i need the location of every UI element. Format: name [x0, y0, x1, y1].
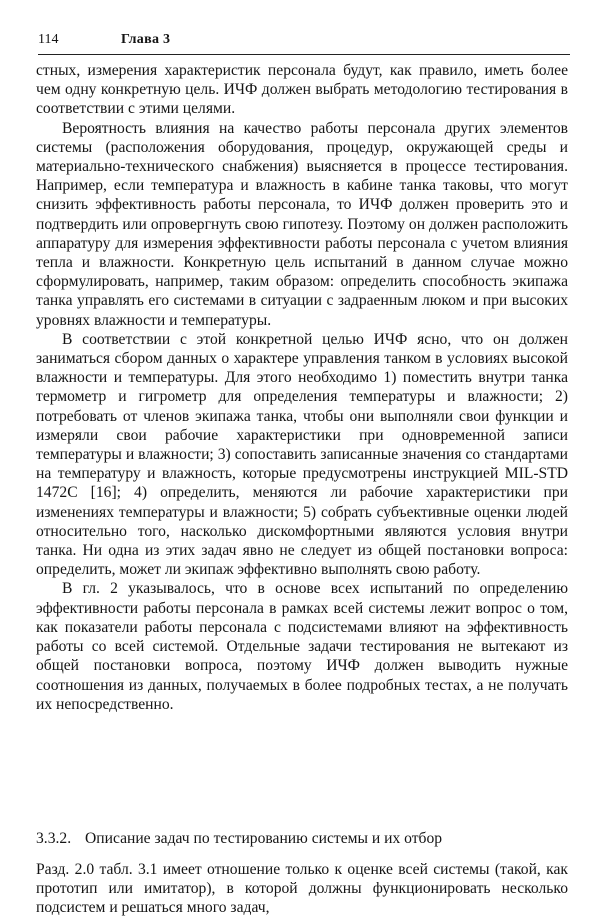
paragraph: В гл. 2 указывалось, что в основе всех испытаний по определению эффективности работы персонала в рамках всей системы лежит вопрос о том, как показатели работы персонала с подсистемами влияют на эффективность работы со всей системой. Отдельные задачи тестирования не вытекают из общей постановки вопроса, поэтому ИЧФ должен выводить нужные соотношения из данных, получаемых в более подробных тестах, а не получать их непосредственно.: [36, 580, 568, 713]
body-text: [36, 61, 568, 714]
paragraph: Разд. 2.0 табл. 3.1 имеет отношение только к оценке всей системы (такой, как прототип или имитатор), в которой должны функционировать несколько подсистем и решаться много задач,: [36, 861, 568, 917]
page-header: [38, 30, 568, 50]
section-title: Описание задач по тестированию системы и их отбор: [85, 830, 443, 847]
section-body: [36, 860, 568, 918]
section-heading: [36, 829, 568, 848]
header-rule: [38, 54, 570, 55]
paragraph: стных, измерения характеристик персонала будут, как правило, иметь более чем одну конкретную цель. ИЧФ должен выбрать методологию тестирования в соответствии с этими целями.: [36, 62, 568, 118]
paragraph: Вероятность влияния на качество работы персонала других элементов системы (расположения оборудования, процедур, окружающей среды и материально-технического снабжения) выясняется в процессе тестирования. Например, если температура и влажность в кабине танка таковы, что могут снизить эффективность работы персонала, то ИЧФ должен проверить это и подтвердить или опровергнуть свою гипотезу. Поэтому он должен расположить аппаратуру для измерения эффективности работы персонала с учетом влияния тепла и влажности. Конкретную цель испытаний в данном случае можно сформулировать, например, таким образом: определить способность экипажа танка управлять его системами в ситуации с задраенным люком и при высоких уровнях влажности и температуры.: [36, 119, 568, 329]
page-number: 114: [38, 32, 59, 47]
section-number: 3.3.2.: [36, 830, 72, 847]
paragraph: В соответствии с этой конкретной целью ИЧФ ясно, что он должен заниматься сбором данных о характере управления танком в условиях высокой влажности и температуры. Для этого необходимо 1) поместить внутри танка термометр и гигрометр для определения температуры и влажности; 2) потребовать от членов экипажа танка, чтобы они выполняли свои функции и измеряли свои рабочие характеристики при одновременной записи температуры и влажности; 3) сопоставить записанные значения со стандартами на температуру и влажность, которые предусмотрены инструкцией MIL-STD 1472C [16]; 4) определить, меняются ли рабочие характеристики при изменениях температуры и влажности; 5) собрать субъективные оценки людей относительно того, насколько дискомфортными являются условия внутри танка. Ни одна из этих задач явно не следует из общей постановки вопроса: определить, может ли экипаж эффективно выполнять свою работу.: [36, 330, 568, 579]
chapter-title: Глава 3: [121, 32, 171, 47]
